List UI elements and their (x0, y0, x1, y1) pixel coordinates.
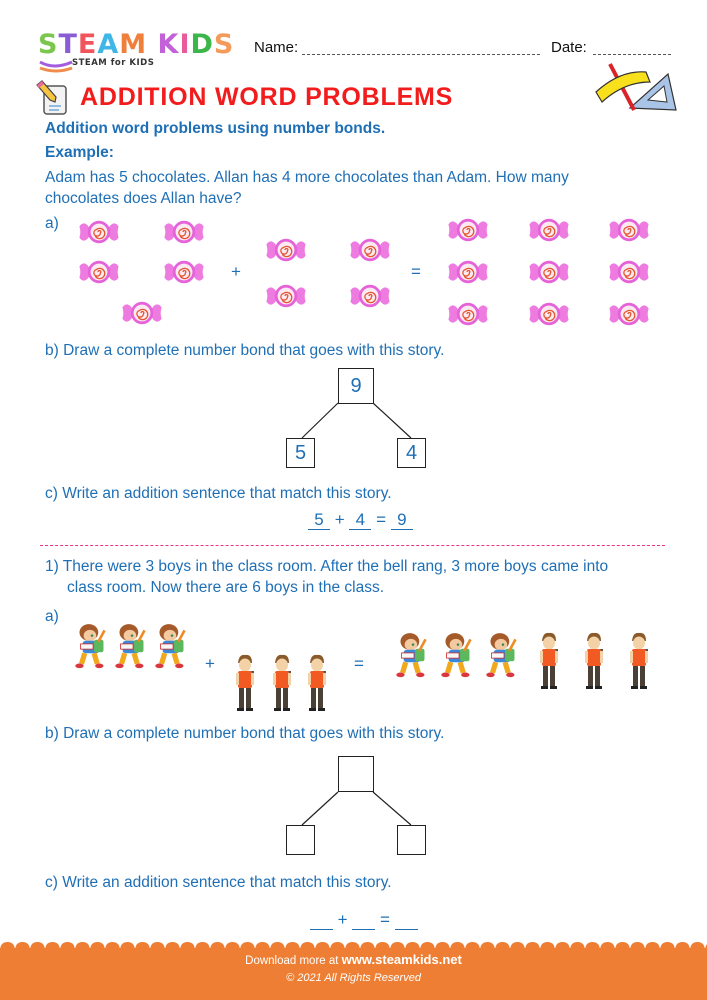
example-addition-sentence (308, 510, 413, 530)
example-bond-part1-box[interactable]: 5 (286, 438, 315, 468)
logo-letter (147, 29, 157, 60)
plus-sign: + (334, 510, 345, 529)
problem1-equals-sign: = (354, 654, 364, 673)
standing-boy-icon (627, 630, 651, 692)
standing-boy-icon (582, 630, 606, 692)
example-equals-sign: = (411, 262, 421, 281)
candy-icon (162, 258, 206, 286)
logo-letter: A (97, 29, 120, 60)
walking-boy-icon (113, 622, 151, 670)
example-part-b-instruction: b) Draw a complete number bond that goes with this story. (45, 342, 445, 359)
example-plus-sign: + (231, 262, 241, 281)
equals-sign: = (379, 910, 390, 929)
problem1-line2: class room. Now there are 6 boys in the class. (67, 579, 385, 596)
candy-icon (446, 216, 490, 244)
footer-download-text: Download more at (245, 955, 339, 967)
footer-copyright: © 2021 All Rights Reserved (286, 972, 421, 984)
date-field[interactable] (593, 54, 671, 55)
candy-icon (348, 236, 392, 264)
candy-icon (527, 258, 571, 286)
plus-sign: + (337, 910, 348, 929)
ruler-pencil-set-icon (590, 60, 680, 115)
example-addend1[interactable]: 5 (308, 511, 330, 530)
candy-icon (527, 216, 571, 244)
problem1-addend2[interactable] (352, 911, 375, 930)
candy-icon (607, 258, 651, 286)
example-story-line1: Adam has 5 chocolates. Allan has 4 more chocolates than Adam. How many (45, 169, 569, 186)
walking-boy-icon (73, 622, 111, 670)
problem1-bond-part2-box[interactable] (397, 825, 426, 855)
candy-icon (77, 258, 121, 286)
example-part-c-instruction: c) Write an addition sentence that match this story. (45, 485, 392, 502)
example-story-line2: chocolates does Allan have? (45, 190, 242, 207)
walking-boy-icon (153, 622, 191, 670)
candy-icon (446, 258, 490, 286)
standing-boy-icon (233, 652, 257, 714)
logo-letter: D (190, 29, 214, 60)
problem1-plus-sign: + (205, 654, 215, 673)
problem1-addition-sentence (310, 910, 418, 930)
problem1-part-c-instruction: c) Write an addition sentence that match this story. (45, 874, 392, 891)
standing-boy-icon (270, 652, 294, 714)
example-bond-whole-box[interactable]: 9 (338, 368, 374, 404)
logo-letter: T (58, 29, 78, 60)
logo-letter: M (119, 29, 148, 60)
page-title: ADDITION WORD PROBLEMS (80, 83, 454, 111)
problem1-addend1[interactable] (310, 911, 333, 930)
candy-icon (446, 300, 490, 328)
equals-sign: = (376, 510, 387, 529)
candy-icon (162, 218, 206, 246)
candy-icon (264, 282, 308, 310)
problem1-bond-part1-box[interactable] (286, 825, 315, 855)
problem1-bond-whole-box[interactable] (338, 756, 374, 792)
date-label: Date: (551, 39, 587, 56)
standing-boy-icon (537, 630, 561, 692)
walking-boy-icon (439, 631, 477, 679)
logo-letter: E (77, 29, 98, 60)
section-divider (40, 545, 665, 546)
walking-boy-icon (394, 631, 432, 679)
candy-icon (77, 218, 121, 246)
pencil-paper-icon (34, 80, 72, 116)
candy-icon (607, 216, 651, 244)
logo-letter: S (38, 29, 59, 60)
example-part-a-label: a) (45, 215, 59, 232)
candy-icon (264, 236, 308, 264)
problem1-part-a-label: a) (45, 608, 59, 625)
example-sum[interactable]: 9 (391, 511, 413, 530)
logo-letter: S (213, 29, 235, 60)
logo-swoosh-icon (38, 56, 74, 74)
logo-letter: K (157, 29, 180, 60)
name-label: Name: (254, 39, 299, 56)
footer-download (0, 952, 707, 967)
problem1-line1: 1) There were 3 boys in the class room. After the bell rang, 3 more boys came into (45, 558, 609, 575)
steam-kids-logo (38, 30, 238, 76)
logo-subtitle: STEAM for KIDS (72, 58, 155, 68)
name-field[interactable] (302, 54, 540, 55)
example-bond-part2-box[interactable]: 4 (397, 438, 426, 468)
problem1-sum[interactable] (395, 911, 418, 930)
candy-icon (120, 299, 164, 327)
candy-icon (527, 300, 571, 328)
candy-icon (348, 282, 392, 310)
logo-letter: I (179, 29, 191, 60)
walking-boy-icon (484, 631, 522, 679)
example-addend2[interactable]: 4 (349, 511, 371, 530)
candy-icon (607, 300, 651, 328)
standing-boy-icon (305, 652, 329, 714)
worksheet-subtitle: Addition word problems using number bonds. (45, 120, 386, 137)
footer-url-link[interactable]: www.steamkids.net (341, 952, 462, 967)
problem1-part-b-instruction: b) Draw a complete number bond that goes with this story. (45, 725, 445, 742)
example-label: Example: (45, 144, 114, 161)
